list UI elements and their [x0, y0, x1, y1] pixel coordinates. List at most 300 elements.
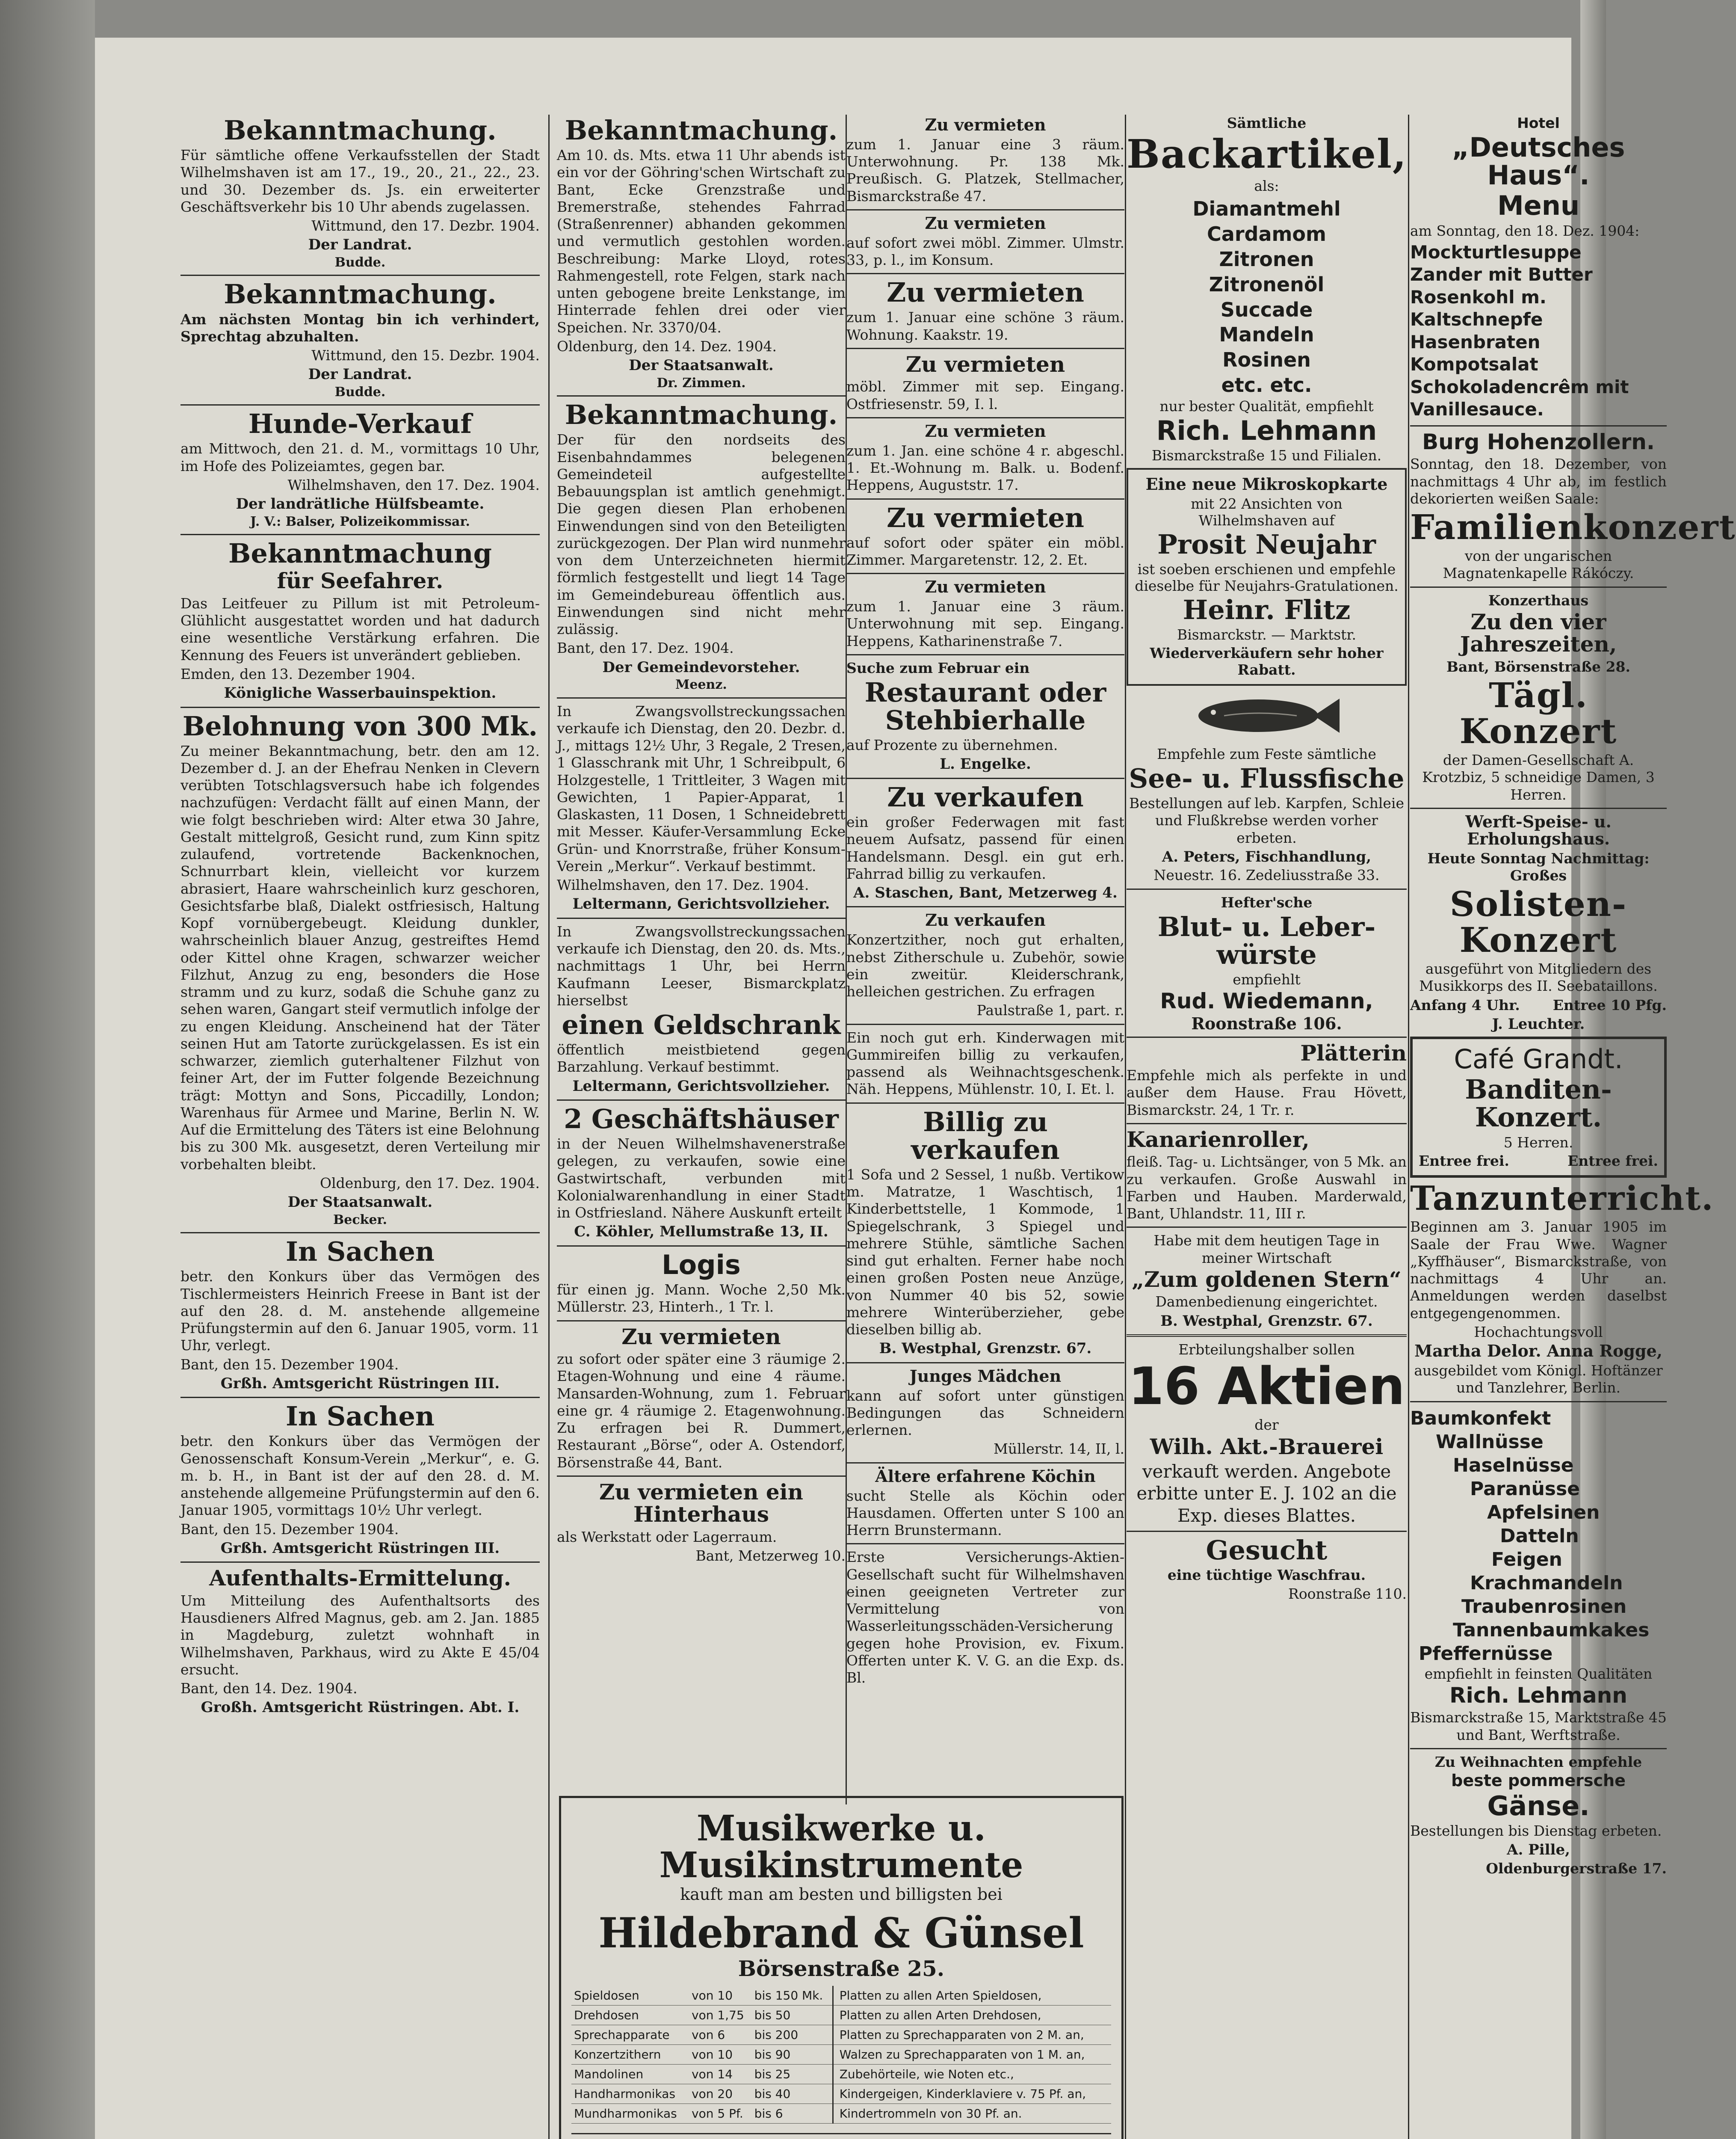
ad-headline: Gänse. — [1487, 1790, 1590, 1822]
divider — [1127, 1531, 1407, 1532]
ad-text: empfiehlt — [1233, 971, 1301, 988]
musik-firm: Hildebrand & Günsel — [598, 1909, 1084, 1958]
divider — [180, 1397, 540, 1398]
fish-icon — [1190, 690, 1344, 741]
musik-price-row — [571, 2065, 1111, 2084]
notice-fahrrad — [557, 116, 846, 391]
ad-text: für einen jg. Mann. Woche 2,50 Mk. Müllerstr. 23, Hinterh., 1 Tr. l. — [557, 1281, 846, 1315]
divider — [1410, 587, 1667, 588]
ad-title: Zu vermieten — [925, 213, 1046, 233]
ad-title: Billig zu verkaufen — [911, 1106, 1060, 1165]
column-rule — [548, 115, 550, 2139]
ad-lead: Sämtliche — [1227, 115, 1307, 131]
notice-title: Aufenthalts-Ermittelung. — [209, 1565, 512, 1591]
divider — [1410, 1401, 1667, 1402]
ad-title: Plätterin — [1300, 1040, 1407, 1066]
ad-text: Sonntag, den 18. Dezember, von nachmittags 4 Uhr ab, im festlich dekorierten weißen Saale: — [1410, 456, 1667, 507]
notice-konkurs-freese — [180, 1238, 540, 1392]
notice-name: Budde. — [334, 255, 386, 270]
ad-headline: Tägl. Konzert — [1459, 675, 1618, 752]
notice-text: betr. den Konkurs über das Vermögen des Tischlermeisters Heinrich Freese in Bant ist der auf den 28. d. M. anstehende allgemeine Prüfungstermin auf den 6. Januar 1905, vorm. 11 Uhr, verlegt. — [180, 1268, 540, 1354]
ad-text: zum 1. Januar eine 3 räum. Unterwohnung. Pr. 138 Mk. Preußisch. G. Platzek, Stellmacher, Bismarckstraße 47. — [846, 136, 1124, 204]
ad-title: Zu den vier Jahreszeiten, — [1460, 609, 1617, 657]
ad-title: Zu verkaufen — [925, 910, 1046, 930]
ad-headline: Familienkonzert — [1410, 507, 1736, 548]
ad-title: beste pommersche — [1451, 1771, 1626, 1790]
notice-title: Belohnung von 300 Mk. — [182, 710, 538, 742]
musik-price-from: von 20 — [689, 2084, 752, 2104]
ad-text: Empfehle mich als perfekte in und außer dem Hause. Frau Hövett, Bismarckstr. 24, 1 Tr. r. — [1127, 1067, 1407, 1118]
ad-text: zu sofort oder später eine 3 räumige 2. Etagen-Wohnung und eine 4 räume. Mansarden-Wohnung, zum 1. Februar eine gr. 4 räumige 2. Etagenwohnung. Zu erfragen bei R. Dummert, Restaurant „Börse“, oder A. Ostendorf, Börsenstraße 44, Bant. — [557, 1351, 846, 1471]
notice-name: Dr. Zimmen. — [657, 375, 746, 391]
goods-item: Tannenbaumkakes — [1453, 1619, 1650, 1641]
ad-addr: Bant, Metzerweg 10. — [695, 1547, 846, 1564]
column-4 — [1127, 115, 1407, 2139]
ad-title: Blut- u. Leber-würste — [1157, 911, 1376, 970]
ad-title: Kanarienroller, — [1127, 1126, 1310, 1152]
ad-title: Zu vermieten — [621, 1324, 781, 1349]
notice-date: Bant, den 14. Dez. 1904. — [180, 1680, 358, 1697]
ad-lead: Erbteilungshalber sollen — [1178, 1341, 1355, 1358]
divider — [180, 404, 540, 406]
ad-vermieten-margaretenstr — [846, 504, 1124, 569]
menu-item: Schokoladencrêm mit Vanillesauce. — [1410, 376, 1629, 420]
ad-text: sucht Stelle als Köchin oder Hausdamen. Offerten unter S 100 an Herrn Brunstermann. — [846, 1487, 1124, 1539]
notice-wittmund-hours — [180, 116, 540, 270]
divider — [180, 534, 540, 535]
divider — [846, 778, 1124, 779]
divider — [1127, 1123, 1407, 1124]
ad-verkaufen-zither — [846, 912, 1124, 1019]
ad-note: Wiederverkäufern sehr hoher Rabatt. — [1150, 644, 1384, 678]
ad-text: Konzertzither, noch gut erhalten, nebst Zitherschule u. Zubehör, sowie ein zweitür. Kleiderschrank, helleichen gestrichen. Zu erfragen — [846, 931, 1124, 1000]
divider — [557, 918, 846, 919]
ad-text: Bestellungen auf leb. Karpfen, Schleie und Flußkrebse werden vorher erbeten. — [1129, 795, 1405, 846]
ad-text: der Damen-Gesellschaft A. Krotzbiz, 5 schneidige Damen, 3 Herren. — [1422, 752, 1655, 803]
musik-price-from: von 14 — [689, 2065, 752, 2084]
menu-date: am Sonntag, den 18. Dez. 1904: — [1410, 222, 1640, 239]
musik-price-to: bis 200 — [752, 2025, 833, 2045]
ad-org: C. Köhler, Mellumstraße 13, II. — [574, 1223, 828, 1241]
ad-subtitle: ausgebildet vom Königl. Hoftänzer und Tanzlehrer, Berlin. — [1414, 1362, 1663, 1396]
notice-org: Königliche Wasserbauinspektion. — [224, 684, 497, 702]
notice-org: Leltermann, Gerichtsvollzieher. — [572, 895, 830, 913]
ad-baumkonfekt — [1410, 1407, 1667, 1744]
musik-price-from: von 5 Pf. — [689, 2104, 752, 2124]
ad-burg-hohenzollern — [1410, 429, 1736, 582]
ad-text: auf sofort zwei möbl. Zimmer. Ulmstr. 33, p. l., im Konsum. — [846, 234, 1124, 269]
divider — [846, 573, 1124, 574]
menu-item: Mockturtlesuppe — [1410, 241, 1582, 263]
ad-text-2: Hochachtungsvoll — [1474, 1323, 1603, 1340]
ad-headline: Solisten-Konzert — [1449, 884, 1627, 960]
musik-price-row — [571, 2084, 1111, 2104]
ad-vermieten-auguststr — [846, 423, 1124, 494]
ad-lead: Empfehle zum Feste sämtliche — [1157, 745, 1376, 762]
musik-price-from: von 10 — [689, 2045, 752, 2065]
divider — [180, 275, 540, 276]
divider — [846, 1102, 1124, 1104]
musik-price-row — [571, 2025, 1111, 2045]
musik-item: Konzertzithern — [571, 2045, 689, 2065]
divider — [846, 209, 1124, 210]
ad-lead: Zu Weihnachten empfehle — [1434, 1753, 1642, 1770]
divider — [557, 395, 846, 397]
musik-item: Handharmonikas — [571, 2084, 689, 2104]
notice-text: Für sämtliche offene Verkaufsstellen der Stadt Wilhelmshaven ist am 17., 19., 20., 21., 22., 23. und 30. Dezember ds. Js. ein erweiterter Geschäftsverkehr bis 10 Uhr abends zugelassen. — [180, 147, 540, 215]
notice-org: Der Staatsanwalt. — [287, 1194, 433, 1211]
ad-title: See- u. Flussfische — [1129, 763, 1405, 794]
ad-title: Café Grandt. — [1454, 1043, 1623, 1075]
ad-text-2: ausgeführt von Mitgliedern des Musikkorps des II. Seebataillons. — [1419, 960, 1658, 995]
goods-item: Baumkonfekt — [1410, 1407, 1551, 1429]
notice-date: Bant, den 15. Dezember 1904. — [180, 1356, 399, 1373]
divider — [1410, 808, 1667, 809]
goods-item: Wallnüsse — [1436, 1431, 1544, 1453]
ad-org: Müllerstr. 14, II, l. — [994, 1440, 1124, 1458]
ad-deutsches-haus — [1410, 115, 1667, 421]
ad-text: Ein noch gut erh. Kinderwagen mit Gummireifen billig zu verkaufen, passend als Weihnachtsgeschenk. Näh. Heppens, Mühlenstr. 10, I. Et. l. — [846, 1029, 1124, 1098]
musik-price-row — [571, 1986, 1111, 2006]
notice-text: am Mittwoch, den 21. d. M., vormittags 10 Uhr, im Hofe des Polizeiamtes, gegen bar. — [180, 440, 540, 474]
ad-entree-1: Entree frei. — [1419, 1152, 1509, 1169]
book-binding — [0, 0, 95, 2139]
musik-record-item: Platten zu Sprechapparaten von 2 M. an, — [833, 2025, 1111, 2045]
ad-text: zum 1. Januar eine schöne 3 räum. Wohnung. Kaakstr. 19. — [846, 309, 1124, 343]
divider — [557, 697, 846, 699]
ad-text: empfiehlt in feinsten Qualitäten — [1424, 1665, 1653, 1682]
notice-title: In Sachen — [286, 1401, 435, 1432]
ad-vermieten-katharinenstr — [846, 578, 1124, 650]
notice-text: Zu meiner Bekanntmachung, betr. den am 12. Dezember d. J. an der Ehefrau Nenken in Clevern verübten Totschlagsversuch habe ich folgendes nachzufügen: Verdacht fällt auf einen Mann, der wie folgt beschrieben wird: Alter etwa 30 Jahre, Gestalt mittelgroß, Gesicht rund, zum Kinn spitz zulaufend, vortretende Backenknochen, Schnurrbart klein, vielleicht vor kurzem abrasiert, Haare wahrscheinlich kurz geschoren, Gesichtsfarbe blaß, Dialekt ostfriesisch, Haltung Kopf vornübergebeugt. Kleidung dunkler, wahrscheinlich blauer Anzug, gestreiftes Hemd oder Kittel ohne Kragen, schwarzer weicher Filzhut, Anzug zu eng, besonders die Hose stramm und zu kurz, sodaß die Schuhe ganz zu sehen waren, Gangart steif vermutlich infolge der zu engen Kleidung. Anscheinend hat der Täter seinen Hut am Tatorte zurückgelassen. Es ist ein schwarzer, ziemlich guterhaltener Filzhut von feiner Art, der im Futter folgende Bezeichnung trägt: Mottyn and Sons, Piccadilly, London; Warenhaus für Armee und Marine, Berlin N. W. Auf die Ermittelung des Täters ist eine Belohnung bis zu 300 Mk. ausgesetzt, deren Verteilung mir vorbehalten bleibt. — [180, 742, 540, 1173]
musik-price-table — [571, 1986, 1111, 2124]
divider — [846, 273, 1124, 274]
musik-subtitle: kauft man am besten und billigsten bei — [680, 1885, 1003, 1904]
divider — [1127, 1334, 1407, 1337]
notice-konkurs-merkur — [180, 1402, 540, 1557]
notice-sprechtag — [180, 280, 540, 400]
notice-date: Wilhelmshaven, den 17. Dez. 1904. — [287, 476, 540, 493]
musik-address: Börsenstraße 25. — [738, 1955, 945, 1981]
goods-item: Zitronenöl — [1209, 273, 1325, 296]
ad-org: B. Westphal, Grenzstr. 67. — [1160, 1312, 1373, 1330]
ad-billig-verkaufen — [846, 1108, 1124, 1358]
divider — [1410, 425, 1667, 427]
notice-title: Bekanntmachung. — [224, 278, 497, 310]
notice-title: Bekanntmachung. — [565, 399, 838, 431]
ad-koechin — [846, 1468, 1124, 1539]
ad-text: auf sofort oder später ein möbl. Zimmer. Margaretenstr. 12, 2. Et. — [846, 534, 1124, 568]
divider — [180, 1561, 540, 1563]
musik-price-to: bis 25 — [752, 2065, 833, 2084]
goods-item: Zitronen — [1219, 247, 1314, 271]
column-1 — [180, 115, 540, 2139]
ad-org: Heinr. Flitz — [1183, 594, 1351, 625]
goods-list — [1127, 196, 1407, 398]
ad-lead: Suche zum Februar ein — [846, 659, 1030, 676]
ad-entree: Entree 10 Pfg. — [1553, 996, 1667, 1013]
goods-item: Haselnüsse — [1453, 1454, 1574, 1476]
goods-item: Krachmandeln — [1470, 1572, 1623, 1594]
notice-bebauungsplan — [557, 401, 846, 693]
notice-date: Bant, den 17. Dez. 1904. — [557, 640, 734, 657]
notice-text: Das Leitfeuer zu Pillum ist mit Petroleum-Glühlicht ausgestattet worden und hat dadurch eine wesentliche Verstärkung erfahren. Die Kennung des Feuers ist unverändert geblieben. — [180, 595, 540, 664]
notice-title: Hunde-Verkauf — [248, 408, 472, 440]
ad-title: Zu vermieten ein Hinterhaus — [599, 1479, 803, 1527]
notice-org: Der Gemeindevorsteher. — [602, 658, 800, 676]
ad-addr: Oldenburgerstraße 17. — [1486, 1860, 1667, 1877]
ad-vermieten-ostfriesenstr — [846, 353, 1124, 413]
ad-vermieten-kaakstr — [846, 278, 1124, 344]
column-3 — [846, 115, 1124, 1783]
musik-record-item: Kindergeigen, Kinderklaviere v. 75 Pf. an, — [833, 2084, 1111, 2104]
menu-item: Hasenbraten — [1410, 331, 1541, 353]
musik-price-row — [571, 2104, 1111, 2124]
column-rule — [1408, 115, 1409, 2139]
ad-title: Zu vermieten — [887, 277, 1084, 308]
ad-der: der — [1254, 1416, 1279, 1434]
column-2 — [557, 115, 846, 1783]
notice-text: Am nächsten Montag bin ich verhindert, Sprechtag abzuhalten. — [180, 311, 540, 345]
notice-name: Becker. — [333, 1212, 387, 1227]
ad-wuerste — [1127, 894, 1407, 1032]
ad-title: Eine neue Mikroskopkarte — [1145, 474, 1388, 494]
ad-title: Werft-Speise- u. Erholungshaus. — [1465, 812, 1612, 848]
ad-text: 1 Sofa und 2 Sessel, 1 nußb. Vertikow m. Matratze, 1 Waschtisch, 1 Kinderbettstelle, 1 Kommode, 1 Spiegelschrank, 3 Spiegel und mehrere Stühle, sämtliche Sachen sind gut erhalten. Ferner habe noch einen großen Posten neue Anzüge, von Nummer 40 bis 52, sowie mehrere Winterüberzieher, gebe dieselben billig ab. — [846, 1166, 1124, 1338]
ad-kanarienroller — [1127, 1126, 1407, 1223]
divider — [1127, 889, 1407, 890]
goods-item: etc. etc. — [1221, 373, 1312, 397]
ad-text: in der Neuen Wilhelmshavenerstraße gelegen, zu verkaufen, sowie eine Gastwirtschaft, verbunden mit Kolonialwarenhandlung in einer Stadt in Ostfriesland. Nähere Auskunft erteilt — [557, 1135, 846, 1221]
notice-hunde-verkauf — [180, 410, 540, 530]
ad-addr: Bismarckstraße 15, Marktstraße 45 und Bant, Werftstraße. — [1410, 1709, 1667, 1743]
notice-text: Der für den nordseits des Eisenbahndammes belegenen Gemeindeteil aufgestellte Bebauungsplan ist amtlich genehmigt. Die gegen diesen Plan erhobenen Einwendungen sind von den Beteiligten zurückgezogen. Der Plan wird nunmehr von dem Unterzeichneten hiermit förmlich festgestellt und liegt 14 Tage im Gemeindebureau öffentlich aus. Einwendungen sind nicht mehr zulässig. — [557, 431, 846, 637]
ad-title: Backartikel, — [1127, 131, 1407, 178]
goods-item: Datteln — [1500, 1525, 1579, 1547]
ad-verkaufen-federwagen — [846, 783, 1124, 902]
ad-goldener-stern — [1127, 1232, 1407, 1330]
ad-entree-row — [1419, 1152, 1658, 1169]
divider — [557, 1475, 846, 1477]
ad-gaense — [1410, 1754, 1667, 1877]
divider — [846, 1543, 1124, 1544]
ad-lead: Konzerthaus — [1488, 592, 1589, 609]
notice-text: Am 10. ds. Mts. etwa 11 Uhr abends ist ein vor der Göhring'schen Wirtschaft zu Bant, Ecke Grenzstraße und Bremerstraße, stehendes Fahrrad (Straßenrenner) abhanden gekommen und vermutlich gestohlen worden. Beschreibung: Marke Lloyd, rotes Rahmengestell, rote Felgen, stark nach unten gebogene breite Lenkstange, im Hinterrade fehlen drei oder vier Speichen. Nr. 3370/04. — [557, 147, 846, 336]
divider — [846, 654, 1124, 655]
ad-lead: Hefter'sche — [1221, 894, 1313, 911]
musik-item: Mandolinen — [571, 2065, 689, 2084]
ad-text: möbl. Zimmer mit sep. Eingang. Ostfriesenstr. 59, I. l. — [846, 378, 1124, 412]
ad-text: auf Prozente zu übernehmen. — [846, 737, 1058, 754]
divider — [846, 348, 1124, 349]
musik-record-item: Walzen zu Sprechapparaten von 1 M. an, — [833, 2045, 1111, 2065]
goods-item: Apfelsinen — [1487, 1501, 1600, 1523]
ad-text-2: ist soeben erschienen und empfehle dieselbe für Neujahrs-Gratulationen. — [1135, 560, 1399, 594]
ad-text: Heute Sonntag Nachmittag: Großes — [1427, 850, 1650, 884]
ad-text: Bestellungen bis Dienstag erbeten. — [1410, 1822, 1662, 1840]
ad-title: Logis — [662, 1249, 741, 1280]
notice-zwangsversteigerung-1 — [557, 703, 846, 913]
goods-item: Diamantmehl — [1192, 197, 1341, 221]
menu-item: Rosenkohl m. Kaltschnepfe — [1410, 286, 1547, 330]
ad-geschaeftshaeuser — [557, 1105, 846, 1241]
divider — [846, 1462, 1124, 1464]
musik-price-row — [571, 2006, 1111, 2025]
musik-price-from: von 10 — [689, 1986, 752, 2006]
musik-price-to: bis 150 Mk. — [752, 1986, 833, 2006]
musik-title: Musikwerke u. Musikinstrumente — [659, 1808, 1023, 1886]
notice-headline: einen Geldschrank — [562, 1009, 841, 1041]
divider — [846, 498, 1124, 500]
notice-date: Wittmund, den 17. Dezbr. 1904. — [311, 217, 540, 234]
ad-text: ein großer Federwagen mit fast neuem Aufsatz, passend für einen Handelsmann. Desgl. ein gut erh. Fahrrad billig zu verkaufen. — [846, 814, 1124, 882]
musik-record-item: Platten zu allen Arten Spieldosen, — [833, 1986, 1111, 2006]
ad-title: „Deutsches Haus“. — [1452, 132, 1625, 191]
ad-tanzunterricht — [1410, 1179, 1714, 1397]
notice-text: In Zwangsvollstreckungssachen verkaufe ich Dienstag, den 20. Dezbr. d. J., mittags 12½ Uhr, 3 Regale, 2 Tresen, 1 Glasschrank mit Uhr, 1 Schreibpult, 6 Holzgestelle, 1 Trittleiter, 3 Wagen mit Gewichten, 1 Papier-Apparat, 1 Glaskasten, 11 Dosen, 1 Schneidebrett mit Messer. Käufer-Versammlung Ecke Grün- und Knorrstraße, früher Konsum-Verein „Merkur“. Verkauf bestimmt. — [557, 702, 846, 874]
divider — [557, 1099, 846, 1101]
ad-org: Rich. Lehmann — [1156, 415, 1377, 447]
ad-title: Restaurant oder Stehbierhalle — [864, 677, 1106, 736]
musik-record-item: Zubehörteile, wie Noten etc., — [833, 2065, 1111, 2084]
ad-title: 2 Geschäftshäuser — [564, 1103, 839, 1135]
divider — [846, 1024, 1124, 1025]
ad-plaetterin — [1127, 1042, 1407, 1119]
notice-subtitle: für Seefahrer. — [277, 568, 444, 594]
notice-name: J. V.: Balser, Polizeikommissar. — [250, 514, 470, 529]
notice-date: Emden, den 13. Dezember 1904. — [180, 665, 416, 682]
ad-title: Gesucht — [1206, 1534, 1328, 1566]
divider — [846, 417, 1124, 418]
ad-hinterhaus — [557, 1481, 846, 1565]
ad-musikwerke — [559, 1796, 1124, 2139]
ad-title: Zu verkaufen — [887, 781, 1084, 813]
notice-org: Großh. Amtsgericht Rüstringen. Abt. I. — [201, 1699, 520, 1716]
ad-fische — [1127, 690, 1407, 884]
goods-item: Cardamom — [1207, 222, 1326, 246]
ad-logis — [557, 1251, 846, 1316]
ad-headline: Banditen-Konzert. — [1465, 1074, 1612, 1133]
ad-addr: Bismarckstr. — Marktstr. — [1177, 626, 1357, 643]
ad-org: J. Leuchter. — [1492, 1015, 1585, 1033]
ad-addr: Bant, Börsenstraße 28. — [1446, 658, 1630, 675]
notice-date: Wittmund, den 15. Dezbr. 1904. — [311, 347, 540, 364]
ad-junges-maedchen — [846, 1368, 1124, 1458]
ad-als: als: — [1254, 177, 1279, 194]
notice-date: Oldenburg, den 14. Dez. 1904. — [557, 338, 777, 355]
ad-org: Rich. Lehmann — [1449, 1683, 1627, 1708]
ad-text: als Werkstatt oder Lagerraum. — [557, 1528, 777, 1545]
ad-text-2: von der ungarischen Magnatenkapelle Rákóczy. — [1443, 548, 1634, 582]
musik-record-item: Platten zu allen Arten Drehdosen, — [833, 2006, 1111, 2025]
divider — [180, 1232, 540, 1233]
ad-org: B. Westphal, Grenzstr. 67. — [879, 1340, 1092, 1357]
ad-addr: Roonstraße 110. — [1288, 1585, 1407, 1603]
divider — [180, 707, 540, 708]
notice-text: In Zwangsvollstreckungssachen verkaufe ich Dienstag, den 20. ds. Mts., nachmittags 1 Uhr, bei Herrn Kaufmann Leeser, Bismarckplatz hierselbst — [557, 923, 846, 1009]
notice-text-2: öffentlich meistbietend gegen Barzahlung. Verkauf bestimmt. — [557, 1041, 846, 1075]
ad-vier-jahreszeiten — [1410, 592, 1667, 803]
goods-item: Pfeffernüsse — [1419, 1642, 1553, 1665]
ad-vermieten-ulmstr — [846, 215, 1124, 269]
divider — [557, 1320, 846, 1321]
divider — [1410, 1748, 1667, 1749]
divider — [846, 1362, 1124, 1363]
divider — [1127, 1037, 1407, 1038]
column-rule — [1125, 115, 1126, 2139]
ad-text: kann auf sofort unter günstigen Bedingungen das Schneidern erlernen. — [846, 1387, 1124, 1439]
ad-org: Rud. Wiedemann, — [1160, 989, 1373, 1014]
notice-org: Der Landrat. — [308, 366, 412, 383]
ad-org: L. Engelke. — [940, 755, 1031, 773]
ad-org: A. Staschen, Bant, Metzerweg 4. — [853, 884, 1118, 901]
ad-addr: Bismarckstraße 15 und Filialen. — [1151, 447, 1382, 464]
musik-price-row — [571, 2045, 1111, 2065]
notice-title: Bekanntmachung. — [224, 115, 497, 146]
goods-item: Succade — [1220, 298, 1313, 321]
ad-addr: Neuestr. 16. Zedeliusstraße 33. — [1153, 867, 1380, 884]
ad-title: Burg Hohenzollern. — [1422, 429, 1655, 454]
goods-item: Rosinen — [1222, 348, 1311, 372]
divider — [846, 906, 1124, 907]
musik-footer — [571, 2133, 1111, 2139]
musik-price-to: bis 90 — [752, 2045, 833, 2065]
ad-title: Zu vermieten — [905, 351, 1065, 377]
notice-date: Bant, den 15. Dezember 1904. — [180, 1520, 399, 1538]
ad-times — [1410, 997, 1667, 1014]
ad-title: Ältere erfahrene Köchin — [875, 1466, 1096, 1486]
notice-date: Wilhelmshaven, den 17. Dez. 1904. — [557, 877, 809, 894]
ad-text: zum 1. Jan. eine schöne 4 r. abgeschl. 1. Et.-Wohnung m. Balk. u. Bodenf. Heppens, Auguststr. 17. — [846, 442, 1124, 494]
ad-addr: Roonstraße 106. — [1191, 1013, 1342, 1033]
musik-price-from: von 1,75 — [689, 2006, 752, 2025]
musik-price-from: von 6 — [689, 2025, 752, 2045]
ad-text: fleiß. Tag- u. Lichtsänger, von 5 Mk. an zu verkaufen. Große Auswahl in Farben und Hauben. Marderwald, Bant, Uhlandstr. 11, III r. — [1127, 1153, 1407, 1222]
ad-text: nur bester Qualität, empfiehlt — [1159, 398, 1374, 415]
divider — [557, 1245, 846, 1247]
menu-item: Kompotsalat — [1410, 354, 1538, 375]
ad-headline: Prosit Neujahr — [1157, 528, 1376, 560]
ad-aktien — [1127, 1341, 1407, 1526]
notice-org: Leltermann, Gerichtsvollzieher. — [572, 1077, 830, 1095]
musik-price-to: bis 40 — [752, 2084, 833, 2104]
notice-org: Der landrätliche Hülfsbeamte. — [236, 495, 485, 513]
goods-item: Mandeln — [1219, 323, 1314, 347]
ad-title: Zu vermieten — [925, 115, 1046, 134]
newspaper-page — [95, 38, 1736, 2139]
ad-names: Martha Delor. Anna Rogge, — [1414, 1341, 1662, 1361]
ad-zu-vermieten-dummert — [557, 1326, 846, 1471]
ad-title: 16 Aktien — [1128, 1357, 1405, 1417]
notice-title: Bekanntmachung. — [565, 115, 838, 146]
musik-item: Spieldosen — [571, 1986, 689, 2006]
ad-versicherung — [846, 1549, 1124, 1686]
ad-subtitle: Wilh. Akt.-Brauerei — [1150, 1434, 1384, 1459]
ad-org: A. Pille, — [1507, 1841, 1570, 1859]
notice-name: Budde. — [334, 384, 386, 400]
notice-seefahrer — [180, 539, 540, 702]
column-5 — [1410, 115, 1736, 2139]
ad-vermieten-platzek — [846, 116, 1124, 205]
divider — [1127, 1227, 1407, 1228]
musik-price-to: bis 6 — [752, 2104, 833, 2124]
ad-solisten-konzert — [1410, 813, 1667, 1034]
menu-item: Zander mit Butter — [1410, 264, 1593, 285]
ad-text: zum 1. Januar eine 3 räum. Unterwohnung mit sep. Eingang. Heppens, Katharinenstraße 7. — [846, 598, 1124, 649]
ad-title: Junges Mädchen — [909, 1366, 1062, 1386]
ad-text: mit 22 Ansichten von Wilhelmshaven auf — [1191, 495, 1343, 529]
ad-text: 5 Herren. — [1503, 1134, 1573, 1151]
